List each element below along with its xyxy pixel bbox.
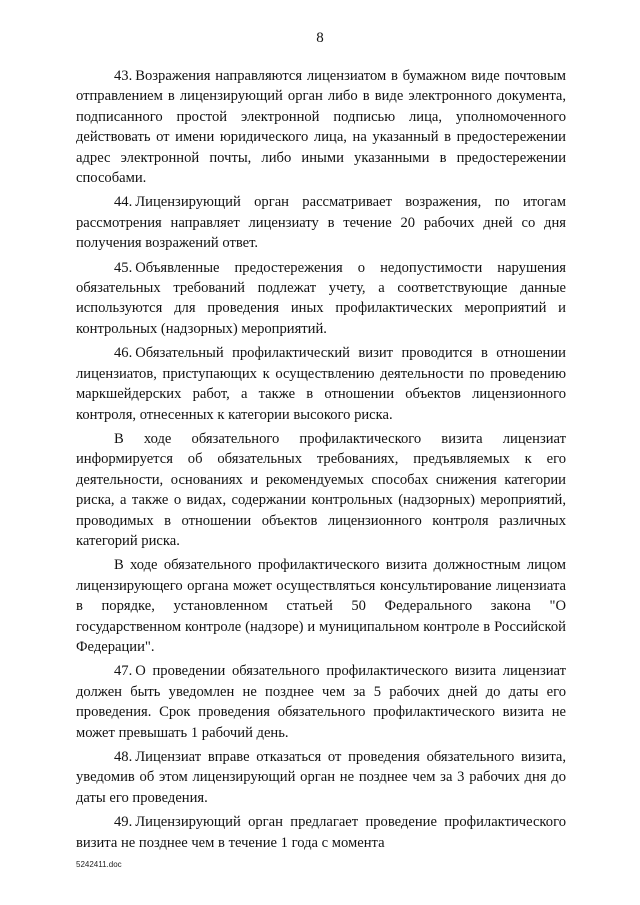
- paragraph-number: 49.: [114, 814, 133, 831]
- paragraph-text: Обязательный профилактический визит проводится в отношении лицензиатов, приступающих к осуществлению деятельности по проведению маркшейдерских работ, а также в отношении объектов лицензионного контроля, отнесенных к категории высокого риска.: [76, 345, 566, 423]
- paragraph-number: 46.: [114, 345, 133, 362]
- paragraph-number: 45.: [114, 259, 133, 276]
- paragraph-text: В ходе обязательного профилактического визита должностным лицом лицензирующего органа может осуществляться консультирование лицензиата в порядке, установленном статьей 50 Федерального закона "О государственном контроле (надзоре) и муниципальном контроле в Российской Федерации".: [76, 557, 566, 655]
- paragraph-text: Лицензиат вправе отказаться от проведения обязательного визита, уведомив об этом лицензирующий орган не позднее чем за 3 рабочих дня до даты его проведения.: [76, 749, 566, 806]
- document-id: 5242411.doc: [76, 860, 122, 869]
- paragraph-number: 43.: [114, 68, 133, 84]
- paragraph-45: [76, 258, 566, 340]
- paragraph-49: [76, 812, 566, 853]
- paragraph-43: [76, 66, 566, 188]
- paragraph-number: 48.: [114, 749, 133, 765]
- paragraph-44: [76, 192, 566, 253]
- page-number: 8: [316, 30, 324, 46]
- paragraph-46-consulting: [76, 555, 566, 657]
- paragraph-text: Возражения направляются лицензиатом в бумажном виде почтовым отправлением в лицензирующий орган либо в виде электронного документа, подписанного простой электронной подписью лица, уполномоченного действовать от имени юридического лица, на указанный в предостережении адрес электронной почты, либо иными указанными в предостережении способами.: [76, 68, 566, 187]
- paragraph-46: [76, 343, 566, 425]
- document-body: [76, 66, 566, 857]
- paragraph-text: Объявленные предостережения о недопустимости нарушения обязательных требований подлежат учету, а соответствующие данные используются для проведения иных профилактических мероприятий и контрольных (надзорных) мероприятий.: [76, 259, 566, 337]
- paragraph-46-informing: [76, 429, 566, 551]
- paragraph-text: Лицензирующий орган рассматривает возражения, по итогам рассмотрения направляет лицензиату в течение 20 рабочих дней со дня получения возражений ответ.: [76, 194, 566, 252]
- paragraph-number: 47.: [114, 663, 133, 680]
- paragraph-text: В ходе обязательного профилактического визита лицензиат информируется об обязательных требованиях, предъявляемых к его деятельности, основаниях и рекомендуемых способах снижения категории риска, а также о видах, содержании контрольных (надзорных) мероприятий, проводимых в отношении объектов лицензионного контроля различных категорий риска.: [76, 430, 566, 549]
- paragraph-text: Лицензирующий орган предлагает проведение профилактического визита не позднее чем в течение 1 года с момента: [76, 814, 566, 851]
- paragraph-48: [76, 747, 566, 808]
- paragraph-text: О проведении обязательного профилактического визита лицензиат должен быть уведомлен не позднее чем за 5 рабочих дней до даты его проведения. Срок проведения обязательного профилактического визита не может превышать 1 рабочий день.: [76, 663, 566, 741]
- paragraph-47: [76, 661, 566, 743]
- paragraph-number: 44.: [114, 194, 133, 211]
